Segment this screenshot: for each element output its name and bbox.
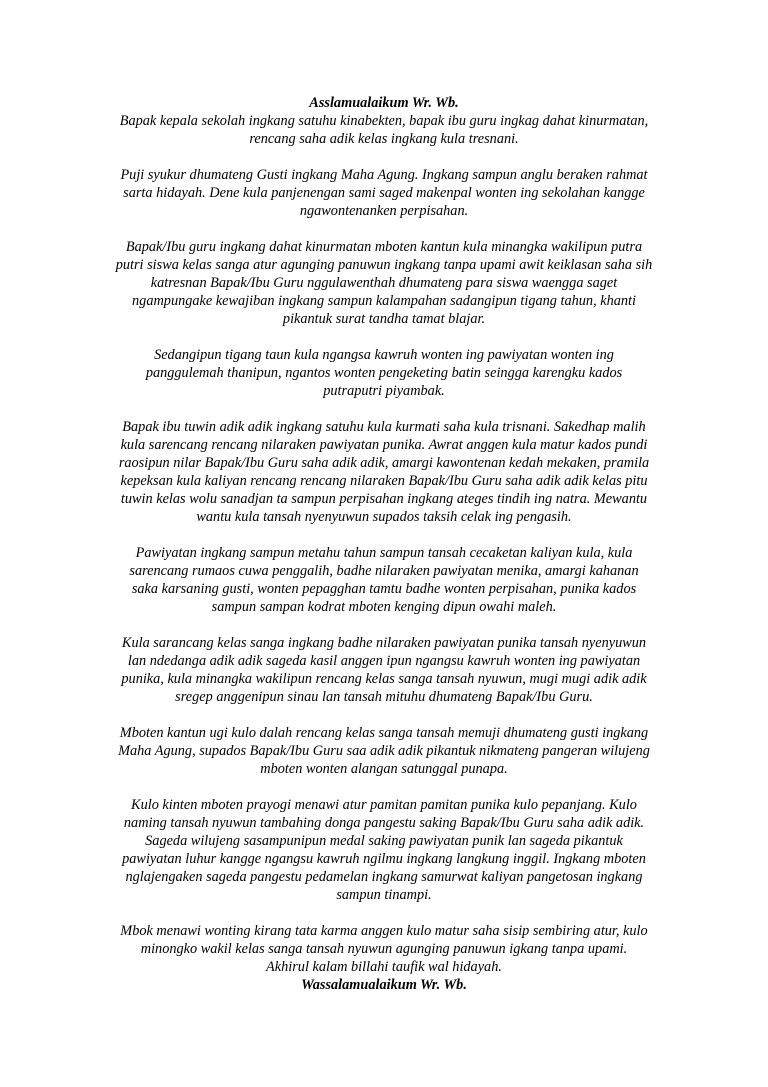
paragraph-line: putraputri piyambak.	[323, 383, 445, 399]
paragraph-line: kepeksan kula kaliyan rencang rencang nilaraken Bapak/Ibu Guru saha adik adik kelas pitu	[120, 473, 648, 489]
paragraph-line: Sageda wilujeng sasampunipun medal saking pawiyatan punik lan sageda pikantuk	[145, 833, 623, 849]
paragraph-line: Bapak/Ibu guru ingkang dahat kinurmatan mboten kantun kula minangka wakilipun putra	[125, 239, 643, 255]
paragraph-line: pikantuk surat tandha tamat blajar.	[282, 311, 486, 327]
paragraph-thanks-teachers	[90, 238, 678, 328]
document-page	[90, 94, 678, 994]
paragraph-line: ngawontenanken perpisahan.	[299, 203, 469, 219]
paragraph-line: sarencang rumaos cuwa penggalih, badhe nilaraken pawiyatan menika, amargi kahanan	[129, 563, 639, 579]
paragraph-prayers-juniors	[90, 634, 678, 706]
final-salutation: Wassalamualaikum Wr. Wb.	[301, 977, 467, 993]
paragraph-line: panggulemah thanipun, ngantos wonten pengeketing batin seingga karengku kados	[145, 365, 623, 381]
paragraph-line: sregep anggenipun sinau lan tansah mituhu dhumateng Bapak/Ibu Guru.	[175, 689, 593, 705]
paragraph-line: wantu kula tansah nyenyuwun supados taksih celak ing pengasih.	[196, 509, 572, 525]
paragraph-school-memories	[90, 544, 678, 616]
paragraph-gratitude	[90, 166, 678, 220]
paragraph-line: Puji syukur dhumateng Gusti ingkang Maha Agung. Ingkang sampun anglu beraken rahmat	[120, 167, 648, 183]
greeting-line: rencang saha adik kelas ingkang kula tresnani.	[249, 131, 519, 147]
paragraph-line: raosipun nilar Bapak/Ibu Guru saha adik adik, amargi kawontenan kedah mekaken, pramila	[118, 455, 650, 471]
paragraph-line: Pawiyatan ingkang sampun metahu tahun sampun tansah cecaketan kaliyan kula, kula	[135, 545, 633, 561]
paragraph-line: sampun tinampi.	[336, 887, 432, 903]
paragraph-line: Maha Agung, supados Bapak/Ibu Guru saa adik adik pikantuk nikmateng pangeran wilujeng	[118, 743, 650, 759]
paragraph-line: Kula sarancang kelas sanga ingkang badhe nilaraken pawiyatan punika tansah nyenyuwun	[121, 635, 647, 651]
paragraph-line: kula sarencang rencang nilaraken pawiyatan punika. Awrat anggen kula matur kados pundi	[120, 437, 648, 453]
paragraph-line: ngampungake kewajiban ingkang sampun kalampahan sadangipun tigang tahun, khanti	[132, 293, 636, 309]
paragraph-line: Sedangipun tigang taun kula ngangsa kawruh wonten ing pawiyatan wonten ing	[154, 347, 614, 363]
paragraph-farewell	[90, 418, 678, 526]
closing-line: Mbok menawi wonting kirang tata karma anggen kulo matur saha sisip sembiring atur, kulo	[120, 923, 648, 939]
opening-salutation: Asslamualaikum Wr. Wb.	[309, 95, 459, 111]
paragraph-line: lan ndedanga adik adik sageda kasil anggen ipun ngangsu kawruh wonten ing pawiyatan	[127, 653, 641, 669]
paragraph-blessings	[90, 724, 678, 778]
paragraph-line: punika, kula minangka wakilipun rencang kelas sanga tansah nyuwun, mugi mugi adik adik	[121, 671, 647, 687]
paragraph-line: nglajengaken sageda pangestu pedamelan ingkang samurwat kaliyan pangetosan ingkang	[125, 869, 643, 885]
closing-line: minongko wakil kelas sanga tansah nyuwun agunging panuwun igkang tanpa upami.	[140, 941, 628, 957]
paragraph-line: Bapak ibu tuwin adik adik ingkang satuhu kula kurmati saha kula trisnani. Sakedhap malih	[122, 419, 646, 435]
paragraph-line: pawiyatan luhur kangge ngangsu kawruh ngilmu ingkang langkung inggil. Ingkang mboten	[122, 851, 646, 867]
paragraph-line: Kulo kinten mboten prayogi menawi atur pamitan pamitan punika kulo pepanjang. Kulo	[131, 797, 637, 813]
paragraph-three-years	[90, 346, 678, 400]
paragraph-request-prayers	[90, 796, 678, 904]
paragraph-line: saka karsaning gusti, wonten pepagghan tamtu badhe wonten perpisahan, punika kados	[131, 581, 637, 597]
paragraph-line: tuwin kelas wolu sanadjan ta sampun perpisahan ingkang ateges tindih ing natra. Mewantu	[120, 491, 648, 507]
paragraph-line: Mboten kantun ugi kulo dalah rencang kelas sanga tansah memuji dhumateng gusti ingkang	[119, 725, 649, 741]
paragraph-line: mboten wonten alangan satunggal punapa.	[260, 761, 508, 777]
opening-section	[90, 94, 678, 148]
greeting-line: Bapak kepala sekolah ingkang satuhu kinabekten, bapak ibu guru ingkag dahat kinurmatan,	[119, 113, 649, 129]
paragraph-line: sampun sampan kodrat mboten kenging dipun owahi maleh.	[211, 599, 557, 615]
paragraph-line: katresnan Bapak/Ibu Guru nggulawenthah dhumateng para siswa waengga saget	[150, 275, 618, 291]
paragraph-line: putri siswa kelas sanga atur agunging panuwun ingkang tanpa upami awit keiklasan saha sih	[115, 257, 653, 273]
closing-section	[90, 922, 678, 994]
paragraph-line: naming tansah nyuwun tambahing donga pangestu saking Bapak/Ibu Guru saha adik adik.	[123, 815, 645, 831]
paragraph-line: sarta hidayah. Dene kula panjenengan sami saged makenpal wonten ing sekolahan kangge	[123, 185, 645, 201]
closing-line: Akhirul kalam billahi taufik wal hidayah.	[266, 959, 502, 975]
